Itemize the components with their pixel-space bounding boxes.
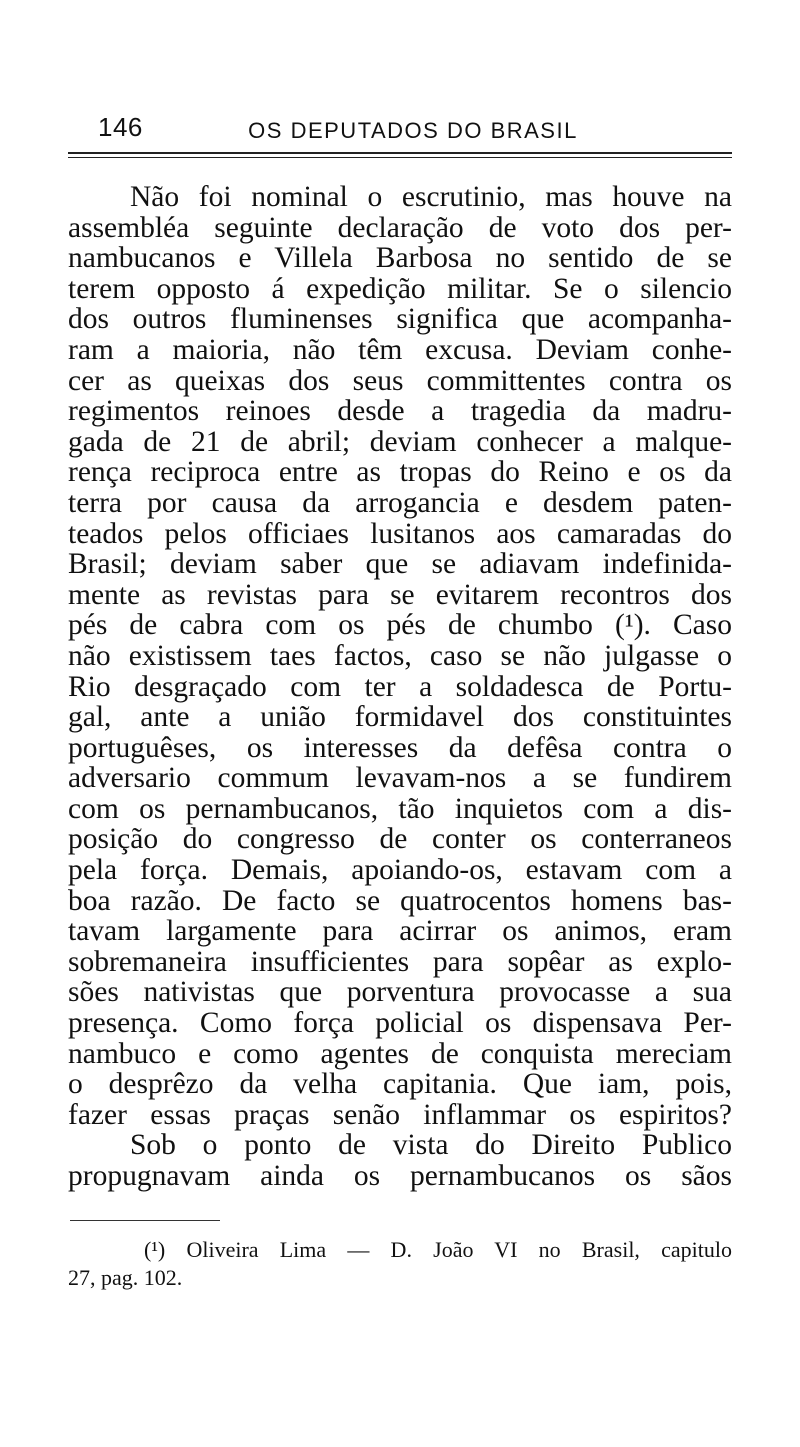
text-line: adversario commum levavam-nos a se fundirem (68, 762, 732, 795)
text-line: sobremaneira insufficientes para sopêar as explo- (68, 945, 732, 978)
footnote-rule (70, 1220, 220, 1221)
text-line: Não foi nominal o escrutinio, mas houve na (130, 181, 732, 213)
text-line: tavam largamente para acirrar os animos, eram (68, 915, 732, 948)
text-line: Sob o ponto de vista do Direito Publico (130, 1129, 732, 1162)
text-line: assembléa seguinte declaração de voto dos per- (68, 211, 732, 244)
text-line: pela força. Demais, apoiando-os, estavam com a (68, 854, 732, 887)
text-line: não existissem taes factos, caso se não julgasse o (68, 639, 732, 672)
text-line: teados pelos officiaes lusitanos aos camaradas do (68, 517, 732, 550)
header-rule-thin (68, 157, 732, 158)
text-line: gal, ante a união formidavel dos constituintes (68, 701, 732, 734)
text-line: boa razão. De facto se quatrocentos homens bas- (68, 884, 732, 917)
text-line: gada de 21 de abril; deviam conhecer a malque- (68, 425, 732, 458)
text-line: Brasil; deviam saber que se adiavam indefinida- (68, 548, 732, 581)
text-line: presença. Como força policial os dispensava Per- (68, 1007, 732, 1040)
text-line: Rio desgraçado com ter a soldadesca de Portu- (68, 670, 732, 703)
text-line: cer as queixas dos seus committentes contra os (68, 364, 732, 397)
footnote-text: Oliveira Lima — D. João VI no Brasil, capitulo (186, 1237, 732, 1262)
text-line: propugnavam ainda os pernambucanos os sãos (68, 1160, 732, 1192)
text-line: ram a maioria, não têm excusa. Deviam conhe- (68, 333, 732, 366)
page-number: 146 (98, 112, 143, 142)
text-line: com os pernambucanos, tão inquietos com a dis- (68, 792, 732, 825)
running-title: OS DEPUTADOS DO BRASIL (248, 118, 578, 143)
text-line: portuguêses, os interesses da defêsa contra o (68, 731, 732, 764)
text-line: terem opposto á expedição militar. Se o silencio (68, 272, 732, 305)
running-head (68, 112, 732, 152)
footnote-marker: (¹) (144, 1237, 166, 1262)
footnote (68, 1236, 732, 1292)
text-line: regimentos reinoes desde a tragedia da madru- (68, 395, 732, 428)
footnote-line: 27, pag. 102. (68, 1265, 183, 1290)
text-line: pés de cabra com os pés de chumbo (¹). Caso (68, 609, 732, 642)
text-line: fazer essas praças senão inflammar os espiritos? (68, 1098, 732, 1131)
text-line: o desprêzo da velha capitania. Que iam, pois, (68, 1068, 732, 1101)
body-text (68, 182, 732, 1192)
text-line: nambuco e como agentes de conquista mereciam (68, 1037, 732, 1070)
text-line: posição do congresso de conter os conterraneos (68, 823, 732, 856)
text-line: mente as revistas para se evitarem recontros dos (68, 578, 732, 611)
footnote-line (68, 1236, 732, 1264)
text-line: nambucanos e Villela Barbosa no sentido de se (68, 242, 732, 275)
header-rule (68, 152, 732, 154)
text-line: dos outros fluminenses significa que acompanha- (68, 303, 732, 336)
text-line: rença reciproca entre as tropas do Reino e os da (68, 456, 732, 489)
text-line: sões nativistas que porventura provocasse a sua (68, 976, 732, 1009)
text-line: terra por causa da arrogancia e desdem paten- (68, 486, 732, 519)
